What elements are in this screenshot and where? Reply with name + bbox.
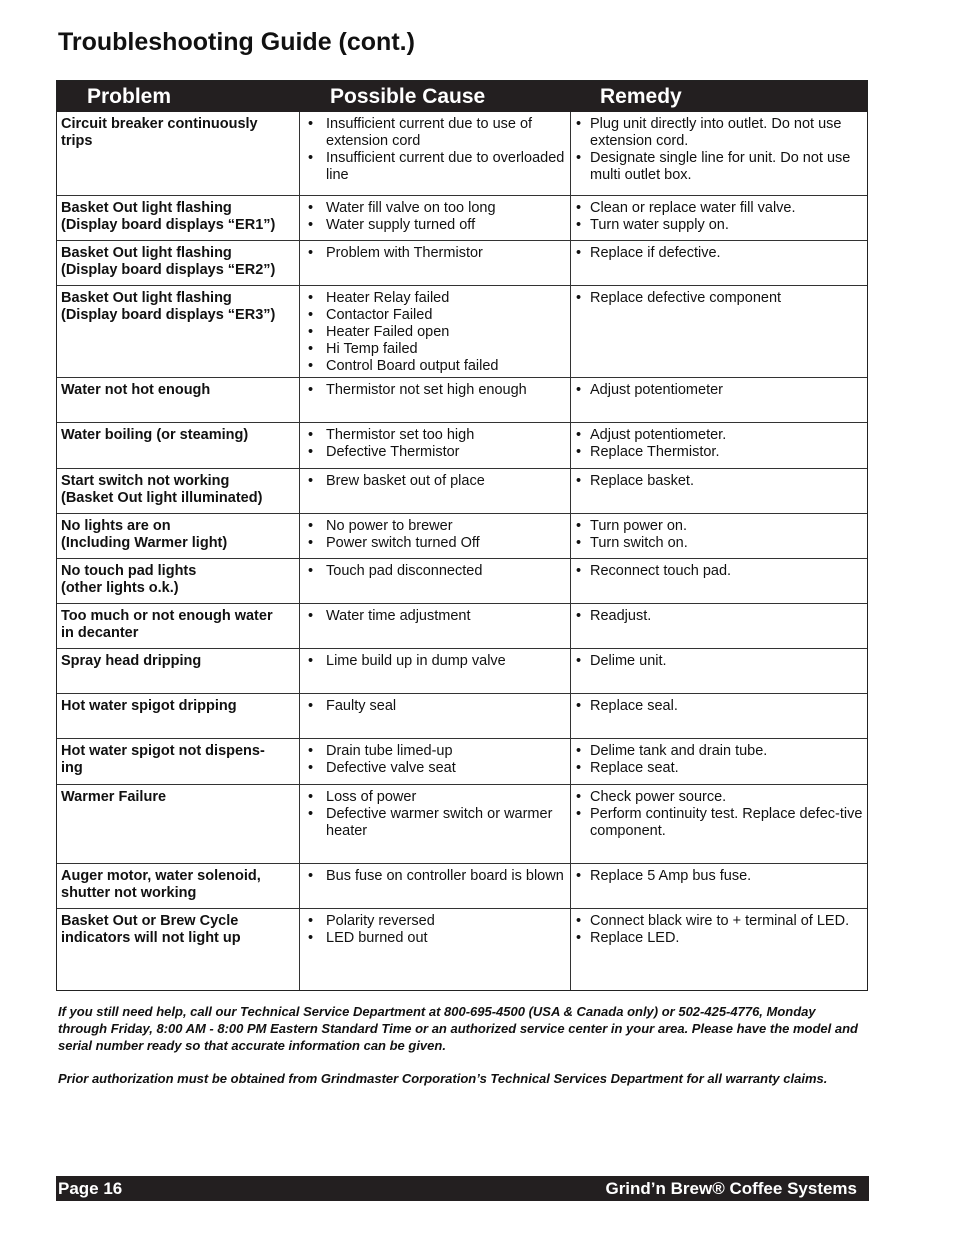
cause-item: • LED burned out [304, 930, 566, 947]
cause-list [304, 743, 566, 777]
cause-item: • Insufficient current due to use of extension cord [304, 116, 566, 150]
cause-list [304, 518, 566, 552]
table-row [57, 513, 867, 558]
cause-item: • Water time adjustment [304, 608, 566, 625]
remedy-item: • Replace defective component [574, 290, 863, 307]
remedy-item: • Replace seat. [574, 760, 863, 777]
problem-text: Hot water spigot not dispens- [61, 743, 265, 759]
remedy-item: • Replace if defective. [574, 245, 863, 262]
remedy-list [574, 789, 863, 840]
table-row [57, 908, 867, 990]
table-row [57, 377, 867, 422]
problem-text: shutter not working [61, 885, 197, 901]
problem-text: Warmer Failure [61, 789, 167, 805]
cause-list [304, 913, 566, 947]
problem-text: Water boiling (or steaming) [61, 427, 249, 443]
remedy-item: • Delime unit. [574, 653, 863, 670]
cause-item: • No power to brewer [304, 518, 566, 535]
table-row [57, 648, 867, 693]
header-possible-cause: Possible Cause [330, 85, 486, 108]
problem-text: Basket Out light flashing [61, 290, 232, 306]
cause-list [304, 245, 566, 262]
cause-item: • Water supply turned off [304, 217, 566, 234]
table-row [57, 784, 867, 863]
problem-cell [57, 196, 300, 240]
problem-text: (other lights o.k.) [61, 580, 179, 596]
cause-item: • Drain tube limed-up [304, 743, 566, 760]
problem-text: Too much or not enough water [61, 608, 273, 624]
problem-text: ing [61, 760, 83, 776]
cause-list [304, 653, 566, 670]
cause-item: • Brew basket out of place [304, 473, 566, 490]
page-footer [56, 1176, 869, 1201]
remedy-list [574, 382, 863, 399]
remedy-item: • Turn water supply on. [574, 217, 863, 234]
cause-list [304, 200, 566, 234]
cause-list [304, 290, 566, 375]
cause-cell [300, 378, 571, 422]
cause-list [304, 427, 566, 461]
problem-text: Hot water spigot dripping [61, 698, 237, 714]
problem-text: No touch pad lights [61, 563, 197, 579]
remedy-list [574, 473, 863, 490]
remedy-item: • Replace 5 Amp bus fuse. [574, 868, 863, 885]
problem-text: (Display board displays “ER3”) [61, 307, 276, 323]
table-row [57, 195, 867, 240]
cause-cell [300, 909, 571, 990]
remedy-cell [571, 604, 867, 648]
cause-list [304, 868, 566, 885]
cause-item: • Defective Thermistor [304, 444, 566, 461]
remedy-item: • Replace LED. [574, 930, 863, 947]
remedy-cell [571, 286, 867, 377]
header-remedy: Remedy [600, 85, 682, 108]
table-row [57, 738, 867, 784]
problem-text: Auger motor, water solenoid, [61, 868, 261, 884]
remedy-list [574, 563, 863, 580]
remedy-cell [571, 909, 867, 990]
remedy-list [574, 245, 863, 262]
remedy-cell [571, 241, 867, 285]
remedy-cell [571, 864, 867, 908]
problem-text: indicators will not light up [61, 930, 241, 946]
cause-item: • Polarity reversed [304, 913, 566, 930]
table-header [57, 81, 867, 112]
help-note: If you still need help, call our Technical Service Department at 800-695-4500 (USA & Canada only) or 502-425-4776, Monday through Friday, 8:00 AM - 8:00 PM Eastern Standard Time or an authorized service center in your area. Please have the model and serial number ready so that accurate information can be given. [58, 1004, 858, 1053]
remedy-item: • Readjust. [574, 608, 863, 625]
cause-item: • Contactor Failed [304, 307, 566, 324]
cause-cell [300, 864, 571, 908]
problem-cell [57, 649, 300, 693]
remedy-item: • Replace seal. [574, 698, 863, 715]
problem-cell [57, 514, 300, 558]
product-name: Grind’n Brew® Coffee Systems [605, 1179, 857, 1198]
cause-cell [300, 286, 571, 377]
remedy-cell [571, 739, 867, 784]
cause-cell [300, 604, 571, 648]
problem-cell [57, 423, 300, 468]
remedy-item: • Replace Thermistor. [574, 444, 863, 461]
table-row [57, 468, 867, 513]
problem-cell [57, 241, 300, 285]
problem-cell [57, 286, 300, 377]
cause-item: • Defective valve seat [304, 760, 566, 777]
remedy-item: • Reconnect touch pad. [574, 563, 863, 580]
remedy-cell [571, 694, 867, 738]
cause-item: • Problem with Thermistor [304, 245, 566, 262]
remedy-list [574, 743, 863, 777]
remedy-list [574, 290, 863, 307]
remedy-item: • Replace basket. [574, 473, 863, 490]
remedy-list [574, 698, 863, 715]
remedy-item: • Connect black wire to + terminal of LED. [574, 913, 863, 930]
header-problem: Problem [87, 85, 172, 108]
remedy-item: • Adjust potentiometer [574, 382, 863, 399]
problem-text: (Display board displays “ER1”) [61, 217, 276, 233]
remedy-cell [571, 559, 867, 603]
problem-cell [57, 785, 300, 863]
cause-list [304, 563, 566, 580]
problem-cell [57, 112, 300, 195]
remedy-item: • Clean or replace water fill valve. [574, 200, 863, 217]
table-row [57, 112, 867, 195]
page-number: Page 16 [58, 1179, 123, 1198]
problem-text: Spray head dripping [61, 653, 202, 669]
problem-text: (Including Warmer light) [61, 535, 228, 551]
problem-text: in decanter [61, 625, 139, 641]
cause-item: • Faulty seal [304, 698, 566, 715]
problem-text: Basket Out light flashing [61, 200, 232, 216]
remedy-cell [571, 423, 867, 468]
cause-cell [300, 785, 571, 863]
troubleshooting-table [56, 80, 868, 991]
table-row [57, 558, 867, 603]
problem-text: No lights are on [61, 518, 171, 534]
warranty-note: Prior authorization must be obtained from Grindmaster Corporation’s Technical Services Department for all warranty claims. [58, 1071, 828, 1086]
problem-cell [57, 604, 300, 648]
cause-list [304, 382, 566, 399]
cause-cell [300, 112, 571, 195]
cause-list [304, 608, 566, 625]
problem-cell [57, 864, 300, 908]
cause-cell [300, 196, 571, 240]
problem-cell [57, 909, 300, 990]
table-row [57, 603, 867, 648]
problem-text: (Basket Out light illuminated) [61, 490, 263, 506]
remedy-list [574, 518, 863, 552]
remedy-cell [571, 196, 867, 240]
table-row [57, 240, 867, 285]
table-row [57, 863, 867, 908]
cause-cell [300, 469, 571, 513]
problem-text: trips [61, 133, 93, 149]
cause-item: • Touch pad disconnected [304, 563, 566, 580]
remedy-list [574, 608, 863, 625]
cause-cell [300, 649, 571, 693]
remedy-cell [571, 785, 867, 863]
problem-cell [57, 559, 300, 603]
table-row [57, 422, 867, 468]
remedy-cell [571, 514, 867, 558]
cause-item: • Defective warmer switch or warmer heater [304, 806, 566, 840]
table-row [57, 693, 867, 738]
problem-text: Start switch not working [61, 473, 230, 489]
remedy-item: • Plug unit directly into outlet. Do not use extension cord. [574, 116, 863, 150]
cause-list [304, 698, 566, 715]
cause-item: • Power switch turned Off [304, 535, 566, 552]
cause-item: • Thermistor set too high [304, 427, 566, 444]
cause-list [304, 789, 566, 840]
problem-text: Circuit breaker continuously [61, 116, 258, 132]
cause-item: • Loss of power [304, 789, 566, 806]
remedy-item: • Turn power on. [574, 518, 863, 535]
remedy-item: • Turn switch on. [574, 535, 863, 552]
remedy-list [574, 427, 863, 461]
remedy-cell [571, 649, 867, 693]
remedy-cell [571, 378, 867, 422]
cause-item: • Water fill valve on too long [304, 200, 566, 217]
problem-cell [57, 739, 300, 784]
cause-item: • Heater Relay failed [304, 290, 566, 307]
remedy-list [574, 200, 863, 234]
remedy-item: • Adjust potentiometer. [574, 427, 863, 444]
cause-item: • Control Board output failed [304, 358, 566, 375]
remedy-list [574, 868, 863, 885]
page-title: Troubleshooting Guide (cont.) [58, 28, 415, 56]
cause-item: • Insufficient current due to overloaded line [304, 150, 566, 184]
cause-item: • Bus fuse on controller board is blown [304, 868, 566, 885]
problem-text: (Display board displays “ER2”) [61, 262, 276, 278]
problem-text: Water not hot enough [61, 382, 211, 398]
cause-cell [300, 739, 571, 784]
remedy-item: • Perform continuity test. Replace defec-tive component. [574, 806, 863, 840]
remedy-item: • Check power source. [574, 789, 863, 806]
table-row [57, 285, 867, 377]
table-body [57, 112, 867, 990]
problem-cell [57, 469, 300, 513]
remedy-list [574, 913, 863, 947]
remedy-cell [571, 112, 867, 195]
cause-cell [300, 559, 571, 603]
cause-cell [300, 241, 571, 285]
cause-cell [300, 514, 571, 558]
cause-item: • Thermistor not set high enough [304, 382, 566, 399]
problem-cell [57, 694, 300, 738]
problem-text: Basket Out light flashing [61, 245, 232, 261]
problem-text: Basket Out or Brew Cycle [61, 913, 239, 929]
remedy-item: • Delime tank and drain tube. [574, 743, 863, 760]
remedy-list [574, 653, 863, 670]
cause-item: • Lime build up in dump valve [304, 653, 566, 670]
cause-list [304, 116, 566, 184]
cause-item: • Hi Temp failed [304, 341, 566, 358]
cause-cell [300, 423, 571, 468]
cause-list [304, 473, 566, 490]
problem-cell [57, 378, 300, 422]
cause-item: • Heater Failed open [304, 324, 566, 341]
remedy-item: • Designate single line for unit. Do not use multi outlet box. [574, 150, 863, 184]
cause-cell [300, 694, 571, 738]
remedy-list [574, 116, 863, 184]
remedy-cell [571, 469, 867, 513]
